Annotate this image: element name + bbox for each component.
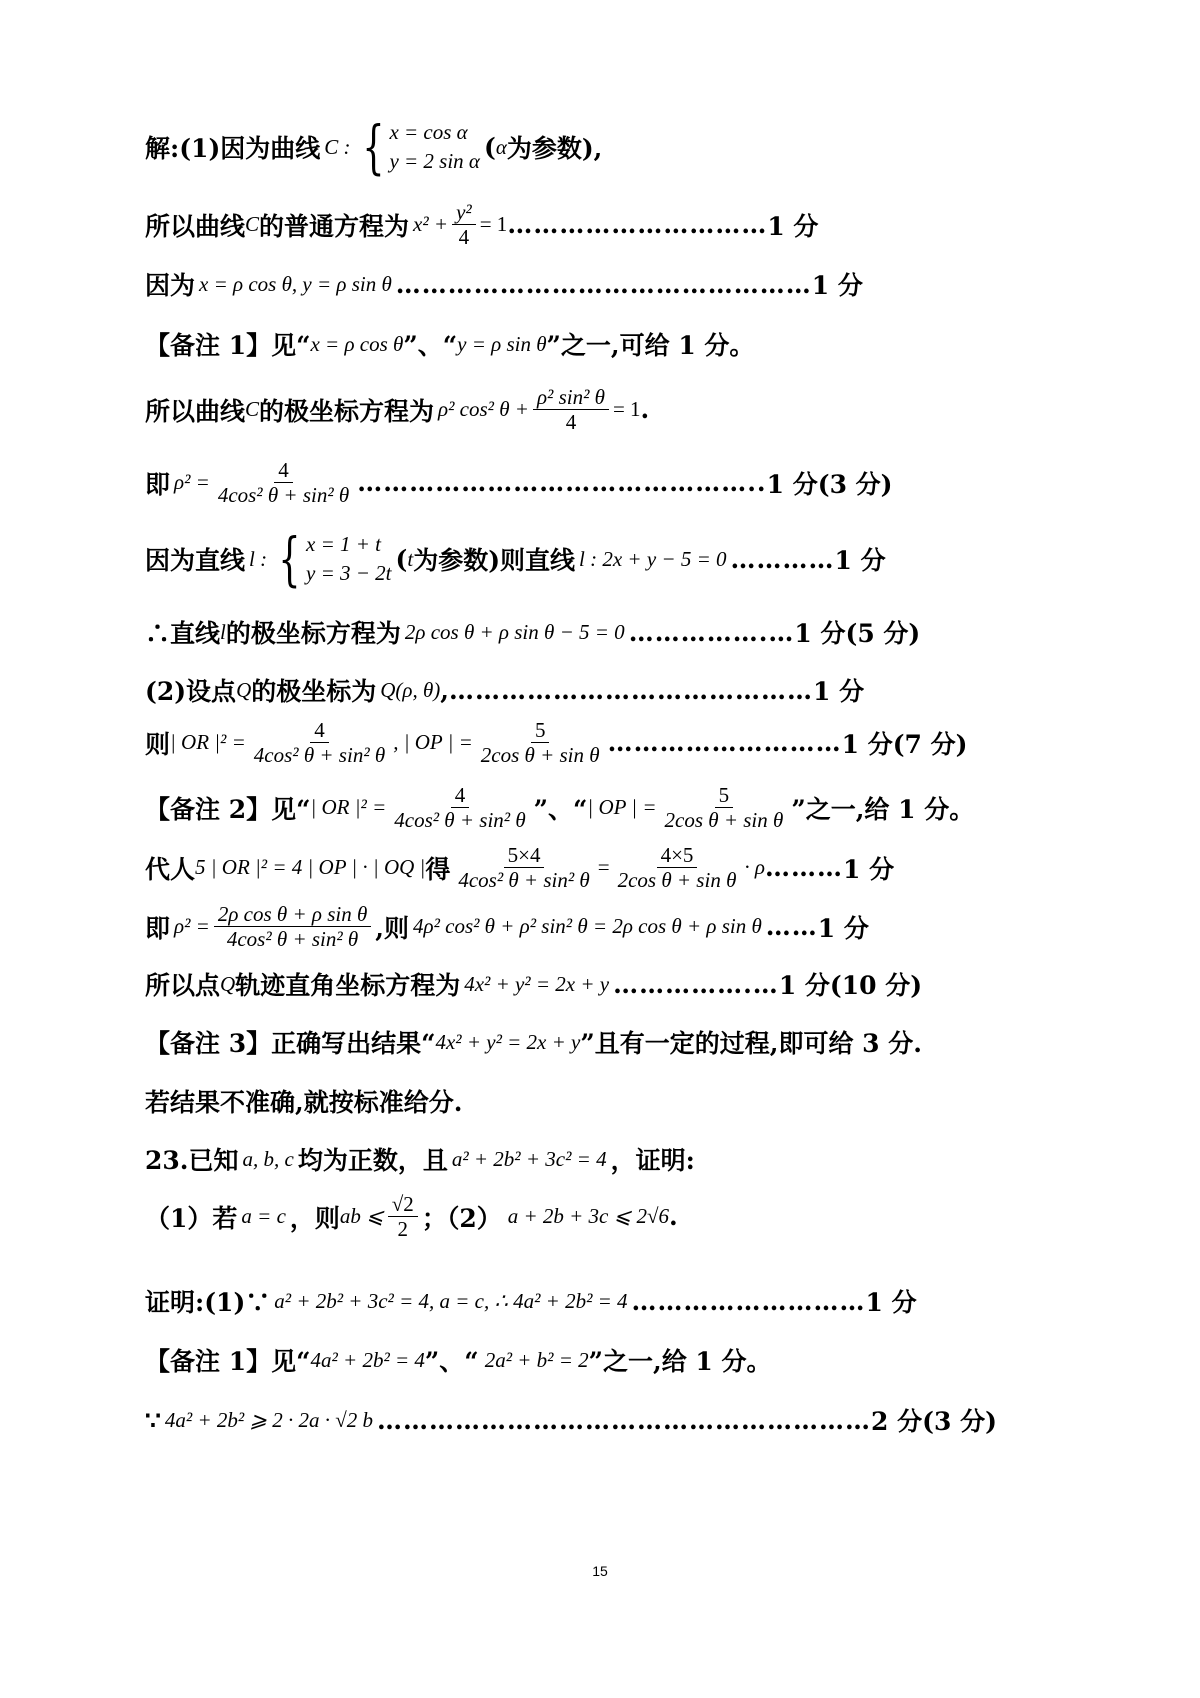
numerator: 5×4 — [504, 843, 545, 868]
leader-dots: ……………………… — [607, 728, 842, 758]
math: 2ρ cos θ + ρ sin θ − 5 = 0 — [404, 619, 625, 644]
math: = — [597, 855, 610, 880]
line-7 — [145, 525, 1050, 593]
text: 证明:(1)∵ — [145, 1288, 271, 1317]
math: 5 | OR |² = 4 | OP | · | OQ | — [195, 855, 426, 880]
leader-dots: …………….… — [613, 969, 779, 999]
text: ”、“ — [403, 331, 458, 360]
numerator: y² — [452, 200, 476, 225]
math: a = c — [241, 1204, 286, 1229]
text: 轨迹直角坐标方程为 — [235, 971, 461, 1000]
text: 所以点 — [145, 971, 221, 1000]
math: x = ρ cos θ, y = ρ sin θ — [199, 271, 392, 296]
math: α — [495, 134, 507, 159]
brace-icon: { — [361, 113, 385, 181]
leader-dots: …… — [765, 912, 818, 942]
line-10 — [145, 718, 1050, 767]
text: 的极坐标方程为 — [259, 396, 435, 426]
math: 4a² + 2b² = 4 — [310, 1347, 425, 1372]
leader-dots: ……………………… — [631, 1286, 866, 1316]
denominator: 2cos θ + sin θ — [664, 808, 784, 833]
math: a, b, c — [242, 1146, 294, 1171]
text: 均为正数，且 — [297, 1146, 448, 1175]
numerator: 5 — [531, 718, 550, 743]
numerator: 4 — [451, 783, 470, 808]
math: Q(ρ, θ) — [380, 677, 441, 702]
text: 的普通方程为 — [259, 211, 410, 241]
score: 1 分 — [865, 1288, 917, 1317]
text: ∴直线 — [145, 619, 221, 648]
note: 【备注 3】正确写出结果“ — [145, 1029, 436, 1058]
numerator: √2 — [388, 1192, 418, 1217]
text: 因为 — [145, 271, 196, 300]
math: = 1 — [479, 212, 508, 237]
denominator: 4 — [458, 225, 470, 250]
text: 所以曲线 — [145, 211, 246, 241]
numerator: 4×5 — [657, 843, 698, 868]
score: 1 分 — [767, 211, 819, 241]
math: | OR |² = — [170, 730, 246, 755]
numerator: 4 — [310, 718, 329, 743]
denominator: 4cos² θ + sin² θ — [458, 868, 590, 893]
math: l : 2x + y − 5 = 0 — [579, 546, 727, 571]
math: ρ² = — [174, 470, 210, 495]
math: , | OP | = — [393, 730, 473, 755]
math: t — [407, 546, 414, 571]
line-8 — [145, 614, 1050, 650]
line-6 — [145, 458, 1050, 507]
fraction — [388, 1192, 418, 1241]
math: a + 2b + 3c ⩽ 2√6 — [507, 1204, 670, 1229]
numerator: 4 — [274, 458, 293, 483]
math: a² + 2b² + 3c² = 4, a = c, ∴ 4a² + 2b² = 4 — [274, 1288, 628, 1313]
text: 的极坐标方程为 — [225, 619, 401, 648]
math: C : — [324, 134, 351, 159]
line-21 — [145, 1402, 1050, 1438]
line-11 — [145, 783, 1050, 832]
denominator: 4cos² θ + sin² θ — [394, 808, 526, 833]
text: 为参数)则直线 — [413, 546, 576, 575]
line-19 — [145, 1283, 1050, 1319]
score: 1 分(7 分) — [841, 729, 968, 759]
fraction — [250, 718, 389, 767]
denominator: 2cos θ + sin θ — [617, 868, 737, 893]
fraction — [533, 385, 609, 434]
text: ，证明: — [610, 1146, 695, 1175]
math: x = 1 + t — [306, 532, 381, 556]
line-4 — [145, 326, 1050, 362]
math: x = cos α — [389, 120, 468, 144]
line-18 — [145, 1192, 1050, 1241]
math: · ρ — [744, 855, 765, 880]
text: 的极坐标为 — [251, 677, 377, 706]
text: ；（2） — [421, 1203, 502, 1233]
leader-dots: ………………………………………………… — [377, 1405, 872, 1435]
text: （1）若 — [145, 1203, 238, 1233]
text: ( — [395, 544, 408, 574]
math: | OR |² = — [310, 795, 387, 820]
line-3 — [145, 266, 1050, 302]
text: 为参数), — [506, 134, 603, 163]
fraction — [452, 200, 476, 249]
math: x² + — [413, 212, 449, 237]
fraction — [454, 843, 593, 892]
note: 【备注 2】见“ — [145, 794, 311, 824]
line-2 — [145, 200, 1050, 249]
math: ρ² = — [174, 914, 210, 939]
math: l — [220, 619, 226, 644]
denominator: 2cos θ + sin θ — [480, 743, 600, 768]
denominator: 4cos² θ + sin² θ — [217, 483, 350, 508]
text: ”之一,可给 1 分。 — [546, 331, 755, 360]
text: ”且有一定的过程,即可给 3 分. — [580, 1029, 922, 1058]
fraction — [390, 783, 529, 832]
line-15 — [145, 1024, 1050, 1060]
score: 1 分(5 分) — [794, 619, 921, 648]
math: x = ρ cos θ — [310, 331, 404, 356]
text: ”、“ — [424, 1347, 479, 1376]
score: 1 分 — [813, 677, 865, 706]
text: 则 — [145, 729, 171, 759]
text: 解:(1)因为曲线 — [145, 134, 321, 163]
math: ab ⩽ — [339, 1204, 384, 1229]
math: C — [245, 397, 260, 422]
text: 所以曲线 — [145, 396, 246, 426]
fraction — [661, 783, 788, 832]
math: = 1 — [612, 397, 641, 422]
text: ，则 — [289, 1203, 340, 1233]
denominator: 4cos² θ + sin² θ — [253, 743, 386, 768]
text: 因为直线 — [145, 546, 246, 575]
math: 4a² + 2b² ⩾ 2 · 2a · √2 b — [164, 1407, 374, 1432]
line-1 — [145, 113, 1050, 181]
line-5 — [145, 385, 1050, 434]
text: 若结果不准确,就按标准给分. — [145, 1088, 463, 1117]
text: , — [440, 675, 450, 705]
text: ,则 — [375, 913, 409, 943]
text: 代人 — [145, 854, 196, 884]
text: ”之一,给 1 分。 — [588, 1347, 772, 1376]
math: a² + 2b² + 3c² = 4 — [451, 1146, 607, 1171]
brace-icon: { — [278, 525, 301, 593]
page-number: 15 — [592, 1563, 608, 1579]
numerator: 5 — [715, 783, 734, 808]
note: 【备注 1】见“ — [145, 331, 311, 360]
text: . — [640, 395, 650, 425]
math: y = 3 − 2t — [306, 561, 392, 585]
leader-dots: ………………………………………… — [395, 269, 812, 299]
denominator: 2 — [397, 1217, 409, 1242]
score: 1 分 — [834, 546, 886, 575]
leader-dots: …………….… — [628, 617, 795, 647]
numerator: ρ² sin² θ — [533, 385, 609, 410]
numerator: 2ρ cos θ + ρ sin θ — [214, 902, 371, 927]
leader-dots: ………………………… — [507, 210, 768, 240]
score: 1 分 — [842, 854, 895, 884]
line-9 — [145, 672, 1050, 708]
fraction — [214, 458, 353, 507]
denominator: 4cos² θ + sin² θ — [226, 927, 359, 952]
fraction — [214, 902, 371, 951]
math: C — [245, 212, 260, 237]
math: 4ρ² cos² θ + ρ² sin² θ = 2ρ cos θ + ρ sin θ — [413, 914, 762, 939]
text: 得 — [425, 854, 451, 884]
text: . — [669, 1202, 678, 1232]
note: 【备注 1】见“ — [145, 1347, 311, 1376]
fraction — [614, 843, 741, 892]
score: 1 分(10 分) — [778, 971, 923, 1000]
text: ”之一,给 1 分。 — [791, 794, 975, 824]
leader-dots: ……… — [764, 853, 843, 883]
line-17 — [145, 1141, 1050, 1177]
math: l : — [249, 546, 268, 571]
text: ( — [483, 132, 496, 162]
leader-dots: ………… — [730, 544, 835, 574]
score: 1 分 — [811, 271, 863, 300]
line-13 — [145, 902, 1050, 951]
math: | OP | = — [587, 795, 657, 820]
line-16 — [145, 1083, 1050, 1119]
fraction — [477, 718, 604, 767]
denominator: 4 — [565, 410, 577, 435]
math: 2a² + b² = 2 — [484, 1347, 589, 1372]
math: Q — [220, 971, 236, 996]
equation-system — [355, 113, 480, 181]
text: ”、“ — [533, 794, 588, 824]
math: y = 2 sin α — [389, 149, 480, 173]
text: (2)设点 — [145, 677, 237, 706]
score: 1 分(3 分) — [766, 469, 893, 499]
score: 1 分 — [817, 913, 869, 943]
math: Q — [236, 677, 252, 702]
text: 即 — [145, 913, 171, 943]
question-title: 23.已知 — [145, 1146, 239, 1175]
math: ρ² cos² θ + — [438, 397, 529, 422]
text: ∵ — [145, 1405, 161, 1435]
math: y = ρ sin θ — [457, 331, 547, 356]
math: 4x² + y² = 2x + y — [435, 1029, 581, 1054]
leader-dots: ……………………………………….. — [357, 468, 767, 498]
leader-dots: …………………………………… — [449, 675, 814, 705]
text: 即 — [145, 469, 171, 499]
score: 2 分(3 分) — [871, 1407, 997, 1436]
line-14 — [145, 966, 1050, 1002]
math: 4x² + y² = 2x + y — [464, 971, 610, 996]
line-20 — [145, 1342, 1050, 1378]
line-12 — [145, 843, 1050, 892]
equation-system — [271, 525, 392, 593]
